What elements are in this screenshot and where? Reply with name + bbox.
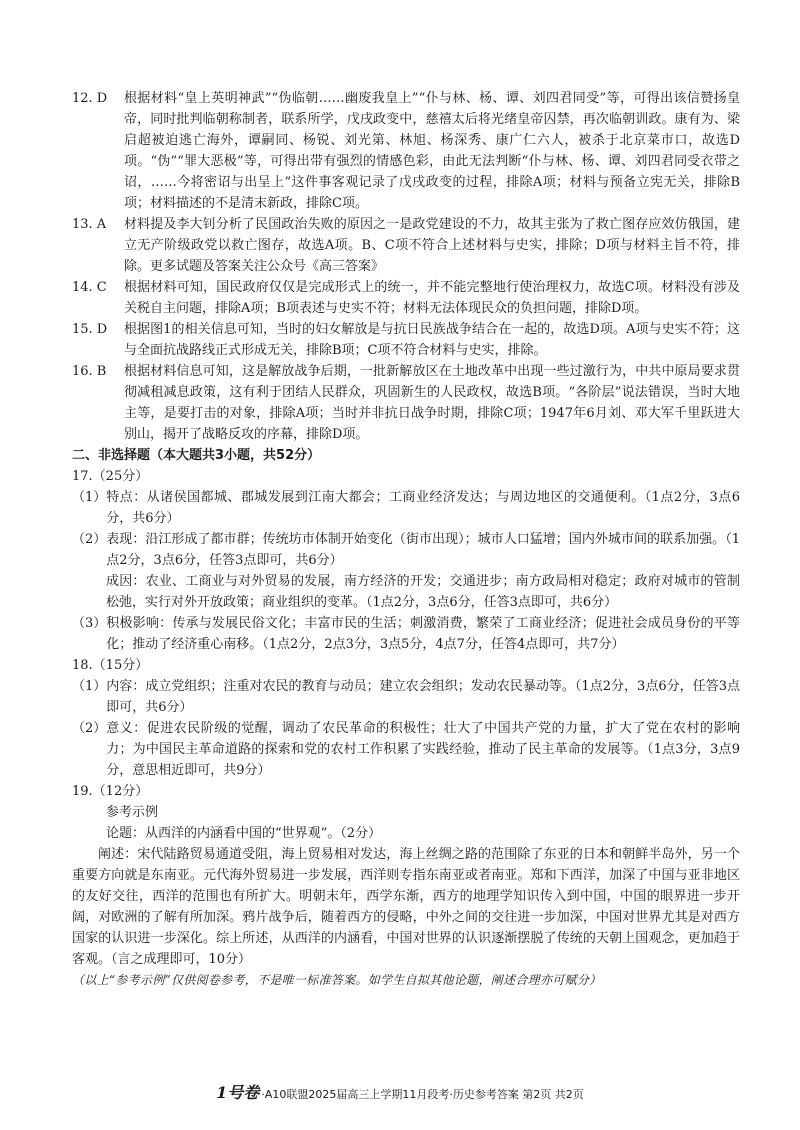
sub-answer-3 — [72, 613, 740, 655]
question-19 — [72, 781, 740, 990]
answer-explanation: 材料提及李大钊分析了民国政治失败的原因之一是政党建设的不力，故其主张为了救亡图存应效仿俄国，建立无产阶级政党以救亡图存，故选A项。B、C项不符合上述材料与史实，排除；D项与材料主旨不符，排除。更多试题及答案关注公众号《高三答案》 — [124, 217, 740, 274]
sub-label: （1） — [72, 679, 107, 694]
question-number: 16. B — [72, 364, 107, 379]
section-heading: 二、非选择题（本大题共3小题，共52分） — [72, 448, 321, 463]
mc-item-12 — [72, 88, 740, 214]
sub-label: （2） — [72, 532, 107, 547]
question-number: 14. C — [72, 280, 107, 295]
sub-label: （3） — [72, 616, 107, 631]
mc-item-13 — [72, 214, 740, 277]
sub-answer-2 — [72, 718, 740, 781]
sub-text: 意义：促进农民阶级的觉醒，调动了农民革命的积极性；壮大了中国共产党的力量，扩大了党在农村的影响力；为中国民主革命道路的探索和党的农村工作积累了实践经验，推动了民主革命的发展等。（1点3分，3点9分，意思相近即可，共9分） — [106, 721, 740, 778]
answer-explanation: 根据材料可知，国民政府仅仅是完成形式上的统一，并不能完整地行使治理权力，故选C项。材料没有涉及关税自主问题，排除A项；B项表述与史实不符；材料无法体现民众的负担问题，排除D项。 — [124, 280, 740, 316]
sub-label: （2） — [72, 721, 107, 736]
sub-answer-1 — [72, 487, 740, 529]
footer-text: ·A10联盟2025届高三上学期11月段考·历史参考答案 第2页 共2页 — [261, 1088, 584, 1101]
grading-note: （以上“参考示例”仅供阅卷参考，不是唯一标准答案。如学生自拟其他论题，阐述合理亦可赋分） — [72, 973, 602, 987]
sub-answer-2 — [72, 529, 740, 571]
question-number: 15. D — [72, 322, 108, 337]
sub-text: 内容：成立党组织；注重对农民的教育与动员；建立农会组织；发动农民暴动等。（1点2分，3点6分，任答3点即可，共6分） — [106, 679, 740, 715]
sub-text: 表现：沿江形成了都市群；传统坊市体制开始变化（街市出现）；城市人口猛增；国内外城市间的联系加强。（1点2分，3点6分，任答3点即可，共6分） — [106, 532, 740, 568]
example-label: 参考示例 — [106, 805, 159, 820]
thesis: 论题：从西洋的内涵看中国的“世界观”。（2分） — [106, 826, 382, 841]
mc-item-15 — [72, 319, 740, 361]
sub-text-continued: 成因：农业、工商业与对外贸易的发展，南方经济的开发；交通进步；南方政局相对稳定；政府对城市的管制松弛，实行对外开放政策；商业组织的变革。（1点2分，3点6分，任答3点即可，共6分） — [106, 574, 740, 610]
answer-explanation: 根据材料“皇上英明神武”“伪临朝……幽废我皇上”“仆与林、杨、谭、刘四君同受”等，可得出该信赞扬皇帝，同时批判临朝称制者，联系所学，戊戌政变中，慈禧太后将光绪皇帝囚禁，再次临朝训政。康有为、梁启超被迫逃亡海外，谭嗣同、杨锐、刘光第、林旭、杨深秀、康广仁六人，被杀于北京菜市口，故选D项。“伪”“罪大恶极”等，可得出带有强烈的情感色彩，由此无法判断“仆与林、杨、谭、刘四君同受衣带之诏，……今将密诏与出呈上”这件事客观记录了戊戌政变的过程，排除A项；材料与预备立宪无关，排除B项；材料描述的不是清末新政，排除C项。 — [124, 91, 740, 211]
question-18 — [72, 655, 740, 781]
question-number: 13. A — [72, 217, 107, 232]
question-number: 12. D — [72, 91, 108, 106]
mc-answers — [72, 88, 740, 445]
question-header: 19.（12分） — [72, 784, 149, 799]
mc-item-16 — [72, 361, 740, 445]
answer-explanation: 根据图1的相关信息可知，当时的妇女解放是与抗日民族战争结合在一起的，故选D项。A项与史实不符；这与全面抗战路线正式形成无关，排除B项；C项不符合材料与史实，排除。 — [124, 322, 740, 358]
sub-text: 积极影响：传承与发展民俗文化；丰富市民的生活；刺激消费，繁荣了工商业经济；促进社会成员身份的平等化；推动了经济重心南移。（1点2分，2点3分，3点5分，4点7分，任答4点即可，共7分） — [106, 616, 740, 652]
sub-text: 特点：从诸侯国都城、郡城发展到江南大都会；工商业经济发达；与周边地区的交通便利。（1点2分，3点6分，共6分） — [106, 490, 740, 526]
page-footer — [0, 1080, 800, 1103]
essay: 阐述：宋代陆路贸易通道受阻，海上贸易相对发达，海上丝绸之路的范围除了东亚的日本和朝鲜半岛外，另一个重要方向就是东南亚。元代海外贸易进一步发展，西洋则专指东南亚或者南亚。郑和下西洋，加深了中国与亚非地区的友好交往，西洋的范围也有所扩大。明朝末年，西学东渐，西方的地理学知识传入到中国，中国的眼界进一步开阔，对欧洲的了解有所加深。鸦片战争后，随着西方的侵略，中外之间的交往进一步加深，中国对世界尤其是对西方国家的认识进一步深化。综上所述，从西洋的内涵看，中国对世界的认识逐渐摆脱了传统的天朝上国观念，更加趋于客观。（言之成理即可，10分） — [72, 847, 740, 967]
question-17 — [72, 466, 740, 655]
sub-label: （1） — [72, 490, 107, 505]
question-header: 17.（25分） — [72, 469, 149, 484]
publisher-logo: 1号卷 — [216, 1083, 260, 1102]
sub-answer-1 — [72, 676, 740, 718]
answer-explanation: 根据材料信息可知，这是解放战争后期，一批新解放区在土地改革中出现一些过激行为，中共中原局要求贯彻减租减息政策，这有利于团结人民群众，巩固新生的人民政权，故选B项。“各阶层”说法错误，当时大地主等，是要打击的对象，排除A项；当时并非抗日战争时期，排除C项；1947年6月刘、邓大军千里跃进大别山，揭开了战略反攻的序幕，排除D项。 — [124, 364, 740, 442]
mc-item-14 — [72, 277, 740, 319]
question-header: 18.（15分） — [72, 658, 149, 673]
